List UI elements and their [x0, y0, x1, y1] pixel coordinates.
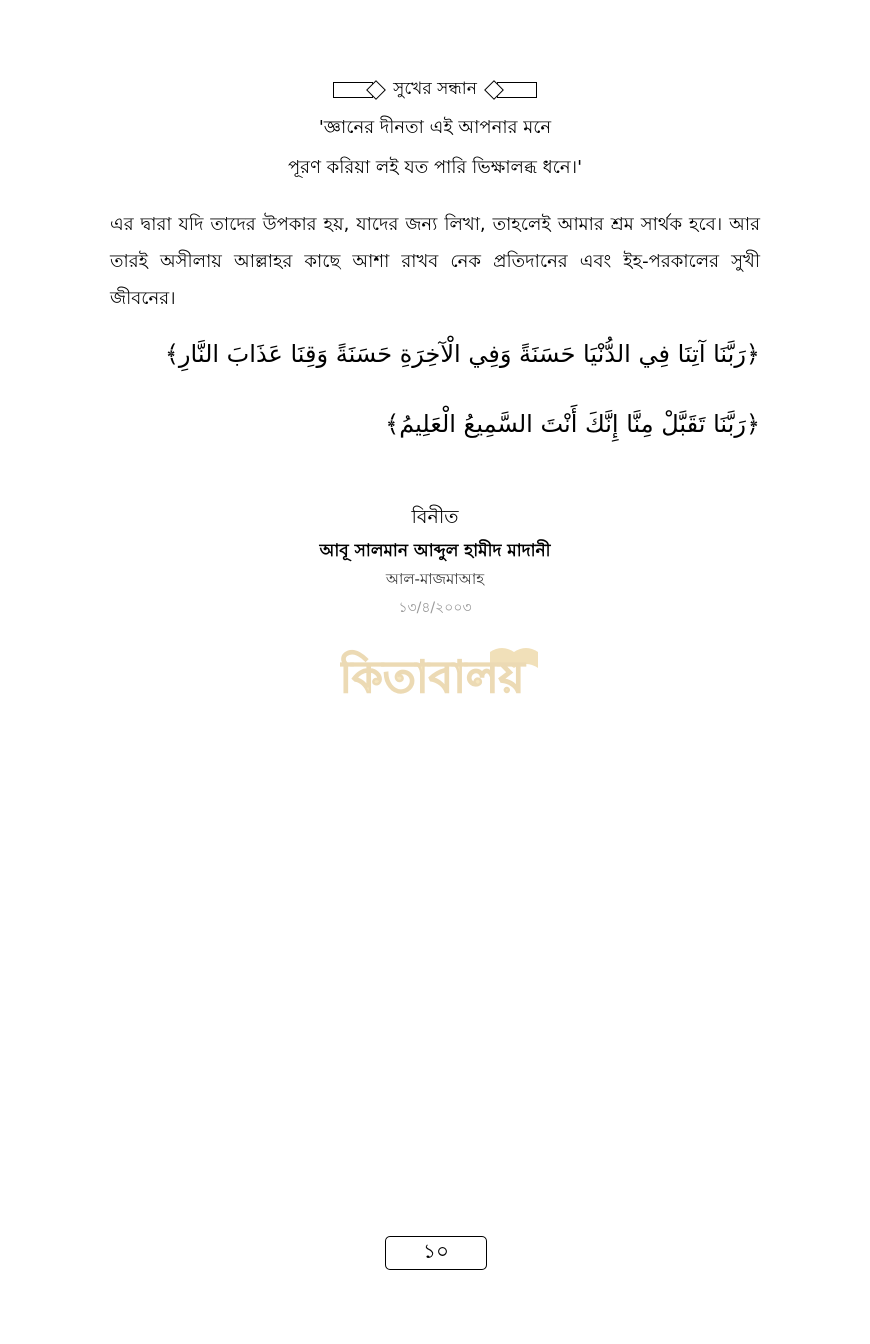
chapter-title: সুখের সন্ধান [393, 79, 477, 99]
signature-date: ১৩/৪/২০০৩ [398, 600, 472, 616]
watermark-book-icon [340, 632, 540, 712]
page-number-text: ১০ [423, 1238, 449, 1263]
quote-line-1: 'জ্ঞানের দীনতা এই আপনার মনে [318, 117, 552, 138]
quote-line-2: পূরণ করিয়া লই যত পারি ভিক্ষালব্ধ ধনে।' [287, 157, 583, 178]
closing-word: বিনীত [411, 506, 459, 528]
header-ornament-left [333, 82, 379, 98]
svg-text:কিতাবালয়: কিতাবালয় [340, 652, 525, 703]
page-number [385, 1236, 487, 1270]
header-ornament-right [491, 82, 537, 98]
arabic-dua-2: ﴿رَبَّنَا تَقَبَّلْ مِنَّا إِنَّكَ أَنْتَ السَّمِيعُ الْعَلِيمُ﴾ [385, 410, 760, 438]
body-paragraph: এর দ্বারা যদি তাদের উপকার হয়, যাদের জন্য লিখা, তাহলেই আমার শ্রম সার্থক হবে। আর তারই অসীলায় আল্লাহর কাছে আশা রাখব নেক প্রতিদানের এবং ইহ-পরকালের সুখী জীবনের। [110, 214, 760, 309]
publisher-watermark-logo [340, 632, 540, 712]
author-place: আল-মাজমাআহ [385, 570, 485, 588]
chapter-header [0, 76, 870, 104]
arabic-dua-1: ﴿رَبَّنَا آتِنَا فِي الدُّنْيَا حَسَنَةً وَفِي الْآخِرَةِ حَسَنَةً وَقِنَا عَذَابَ النَّارِ﴾ [164, 340, 760, 368]
author-name: আবূ সালমান আব্দুল হামীদ মাদানী [319, 541, 551, 561]
